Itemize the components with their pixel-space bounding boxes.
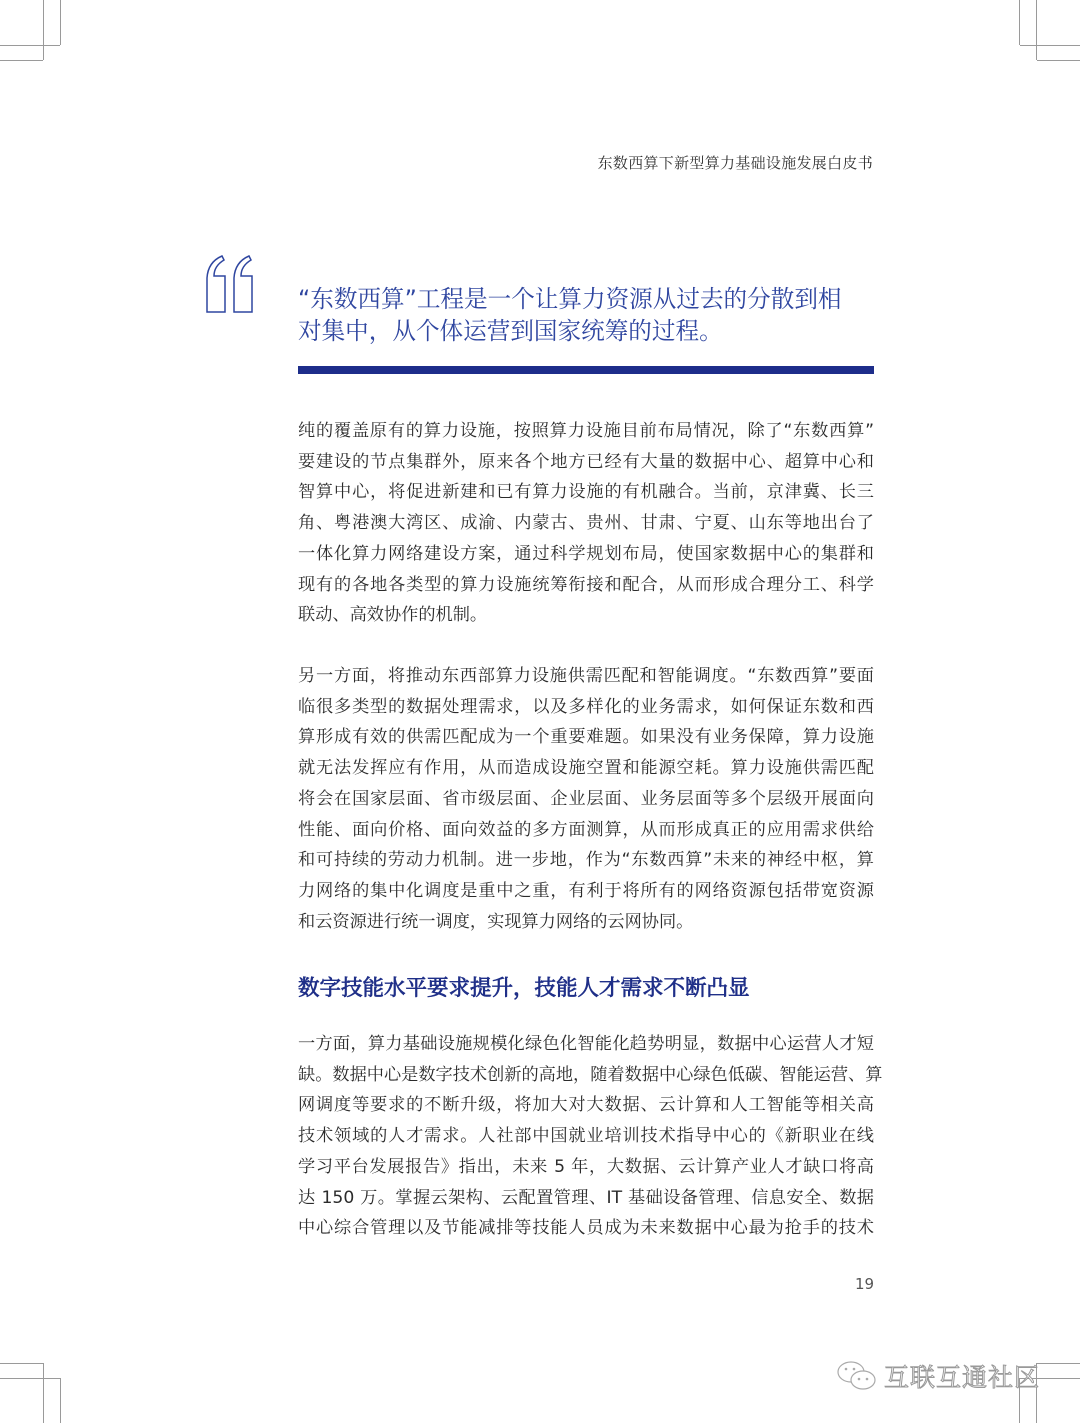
crop-mark [0,45,60,46]
paragraph-2 [298,661,874,937]
crop-mark [60,0,61,45]
text-line: 就无法发挥应有作用，从而造成设施空置和能源空耗。算力设施供需匹配 [298,758,874,779]
crop-mark [1019,0,1020,45]
text-line: 将会在国家层面、省市级层面、企业层面、业务层面等多个层级开展面向 [298,788,874,809]
text-line: 中心综合管理以及节能减排等技能人员成为未来数据中心最为抢手的技术 [298,1218,874,1239]
text-line: 性能、面向价格、面向效益的多方面测算，从而形成真正的应用需求供给 [298,819,874,840]
text-line: 现有的各地各类型的算力设施统筹衔接和配合，从而形成合理分工、科学 [298,574,874,595]
watermark [836,1358,1040,1394]
paragraph-1 [298,416,874,631]
text-line: 临很多类型的数据处理需求，以及多样化的业务需求，如何保证东数和西 [298,696,874,717]
page-number: 19 [855,1275,875,1293]
text-line: 和云资源进行统一调度，实现算力网络的云网协同。 [298,911,694,932]
text-line: 智算中心，将促进新建和已有算力设施的有机融合。当前，京津冀、长三 [298,482,874,503]
text-line: 角、粤港澳大湾区、成渝、内蒙古、贵州、甘肃、宁夏、山东等地出台了 [298,513,874,534]
text-line: 网调度等要求的不断升级，将加大对大数据、云计算和人工智能等相关高 [298,1095,874,1116]
crop-mark [1020,45,1080,46]
quote-divider-bar [298,366,874,374]
watermark-text: 互联互通社区 [884,1363,1041,1392]
crop-mark [0,60,43,61]
text-line: 纯的覆盖原有的算力设施，按照算力设施目前布局情况，除了“东数西算” [298,421,874,441]
quote-mark-icon [204,254,258,316]
text-line: 技术领域的人才需求。人社部中国就业培训技术指导中心的《新职业在线 [298,1126,874,1147]
pull-quote-line: “东数西算”工程是一个让算力资源从过去的分散到相 [298,285,842,313]
pull-quote [298,283,872,347]
text-line: 另一方面，将推动东西部算力设施供需匹配和智能调度。“东数西算”要面 [298,666,874,686]
pull-quote-line: 对集中，从个体运营到国家统筹的过程。 [298,317,723,345]
crop-mark [1037,1363,1080,1364]
running-header: 东数西算下新型算力基础设施发展白皮书 [597,154,873,172]
text-line: 学习平台发展报告》指出，未来 5 年，大数据、云计算产业人才缺口将高 [298,1156,874,1177]
text-line: 联动、高效协作的机制。 [298,605,488,626]
crop-mark [43,0,44,60]
crop-mark [43,1363,44,1423]
text-line: 要建设的节点集群外，原来各个地方已经有大量的数据中心、超算中心和 [298,451,874,472]
section-heading: 数字技能水平要求提升，技能人才需求不断凸显 [298,976,750,1001]
text-line: 一方面，算力基础设施规模化绿色化智能化趋势明显，数据中心运营人才短 [298,1034,874,1054]
wechat-icon [836,1359,878,1393]
text-line: 力网络的集中化调度是重中之重，有利于将所有的网络资源包括带宽资源 [298,880,874,901]
text-line: 一体化算力网络建设方案，通过科学规划布局，使国家数据中心的集群和 [298,543,874,564]
crop-mark [0,1378,60,1379]
crop-mark [1036,0,1037,60]
text-line: 缺。数据中心是数字技术创新的高地，随着数据中心绿色低碳、智能运营、算 [298,1064,883,1085]
text-line: 算形成有效的供需匹配成为一个重要难题。如果没有业务保障，算力设施 [298,727,874,748]
crop-mark [60,1378,61,1423]
paragraph-3 [298,1029,883,1244]
crop-mark [1037,60,1080,61]
text-line: 达 150 万。掌握云架构、云配置管理、IT 基础设备管理、信息安全、数据 [298,1187,874,1208]
crop-mark [0,1363,43,1364]
text-line: 和可持续的劳动力机制。进一步地，作为“东数西算”未来的神经中枢，算 [298,850,874,871]
